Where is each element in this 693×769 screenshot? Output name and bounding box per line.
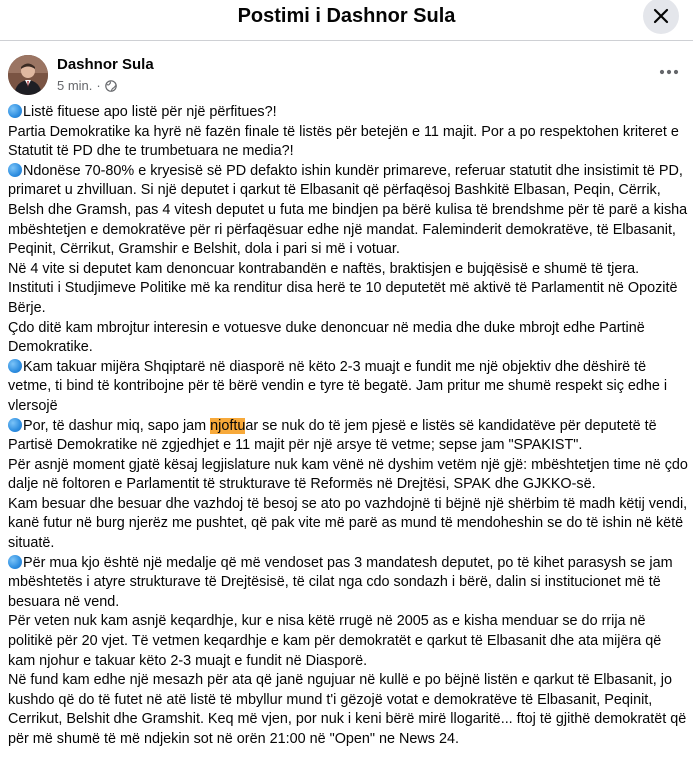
post-paragraph: Në fund kam edhe një mesazh për ata që janë ngujuar në kullë e po bëjnë listën e qarkut të Elbasanit, jo kushdo që do të futet në atë listë të mbyllur mund t'i gëzojë votat e demokratëve të Elbasanit, Peqinit, Cerrikut, Belshit dhe Gramshit. Keq më vjen, por nuk i keni bërë mirë llogaritë... ftoj të gjithë demokratët që për më shumë të më ndjekin sot në orën 21:00 në "Open" ne News 24. <box>8 672 687 747</box>
more-options-button[interactable] <box>653 60 685 84</box>
blue-circle-emoji-icon <box>8 104 22 118</box>
post-text <box>8 103 688 750</box>
avatar[interactable] <box>8 55 48 95</box>
post-paragraph: Partia Demokratike ka hyrë në fazën finale të listës për betejën e 11 majit. Por a po respektohen kriteret e Statutit të PD dhe te trumbetuara ne media?! <box>8 123 679 160</box>
blue-circle-emoji-icon <box>8 163 22 177</box>
post-paragraph: Kam takuar mijëra Shqiptarë në diasporë në këto 2-3 muajt e fundit me një objektiv dhe dëshirë të vetme, ti bind të kontribojne për të bërë vendin e tyre të begatë. Jam pritur me shumë respekt siç edhe i vlersojë <box>8 358 668 414</box>
avatar-image <box>8 55 48 95</box>
post-paragraph: Por, të dashur miq, sapo jam njoftuar se nuk do të jem pjesë e listës së kandidatëve për deputetë të Partisë Demokratike në zgjedhjet e 11 majit për një arsye të vetme; sepse jam "SPAKIST". <box>8 417 657 454</box>
post-meta <box>57 78 117 93</box>
post-paragraph: Listë fituese apo listë për një përfitues?! <box>8 103 688 123</box>
author-name[interactable]: Dashnor Sula <box>57 56 154 73</box>
search-highlight: njoftu <box>210 417 246 434</box>
post-paragraph: Ndonëse 70-80% e kryesisë së PD defakto ishin kundër primareve, referuar statutit dhe insistimit të PD, primaret u zhvilluan. Si një deputet i qarkut të Elbasanit që përfaqësoj Bashkitë Elbasan, Peqin, Cërrik, Belsh dhe Gramsh, pas 4 vitesh deputet u futa me bindjen pa bërë kulisa të brendshme për të parë a kisha mbështetjen e demokratëve për ri përfaqësuar edhe një mandat. Faleminderit demokratëve, të Elbasanit, Peqinit, Cërrikut, Gramshir e Belshit, dola i pari si më i votuar. <box>8 162 688 258</box>
more-horizontal-icon <box>659 69 679 75</box>
blue-circle-emoji-icon <box>8 418 22 432</box>
header-divider <box>0 40 693 41</box>
post-paragraph: Kam besuar dhe besuar dhe vazhdoj të besoj se ato po vazhdojnë ti bëjnë një shërbim të madh këtij vendi, kanë futur në burg njerëz me pushtet, që pak vite më parë as mund të mendoheshin se do të ishin në këtë situatë. <box>8 495 688 552</box>
post-paragraph: Për asnjë moment gjatë kësaj legjislature nuk kam vënë në dyshim vetëm një gjë: mbështetjen time në çdo dalje në foltoren e Parlamentit të strukturave të Reformës në Drejtësi, SPAK dhe GJKKO-së. <box>8 456 688 493</box>
blue-circle-emoji-icon <box>8 555 22 569</box>
post-paragraph: Për veten nuk kam asnjë keqardhje, kur e nisa këtë rrugë në 2005 as e kisha menduar se do rrija në politikë për 20 vjet. Të vetmen keqardhje e kam për demokratët e qarkut të Elbasanit dhe ata mijëra që kam njohur e takuar këto 2-3 muajt e fundit në Diasporë. <box>8 613 662 669</box>
meta-separator: · <box>96 78 101 93</box>
post-paragraph: Për mua kjo është një medalje që më vendoset pas 3 mandatesh deputet, po të kihet parasysh se jam mbështetës i atyre strukturave të Drejtësisë, të cilat nga cdo sondazh i bërë, dalin si institucionet më të besuara në vend. <box>8 554 673 610</box>
blue-circle-emoji-icon <box>8 359 22 373</box>
post-author-row <box>8 52 685 96</box>
close-icon <box>653 8 669 24</box>
globe-icon <box>105 80 117 92</box>
post-paragraph: Në 4 vite si deputet kam denoncuar kontrabandën e naftës, braktisjen e bujqësisë e shumë të tjera. Instituti i Studjimeve Politike më ka renditur disa herë te 10 deputetët më aktivë të Parlamentit në Opozitë Bërje. <box>8 260 678 316</box>
post-time[interactable]: 5 min. <box>57 78 93 93</box>
dialog-header <box>0 0 693 30</box>
close-button[interactable] <box>643 0 679 34</box>
post-paragraph: Çdo ditë kam mbrojtur interesin e votuesve duke denoncuar në media dhe duke mbrojt edhe Partinë Demokratike. <box>8 319 645 356</box>
dialog-title: Postimi i Dashnor Sula <box>237 4 456 27</box>
